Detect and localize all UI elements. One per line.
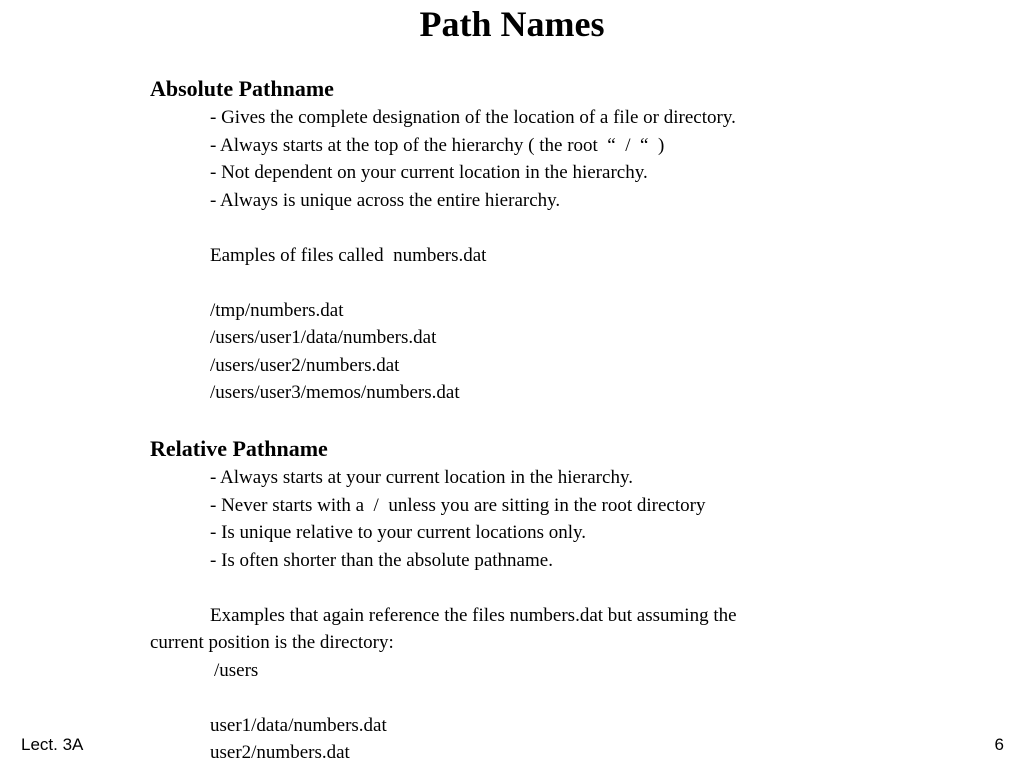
relative-point: - Never starts with a / unless you are sitting in the root directory <box>210 494 706 516</box>
relative-examples-intro: Examples that again reference the files numbers.dat but assuming the <box>210 604 737 626</box>
absolute-point: - Not dependent on your current location in the hierarchy. <box>210 162 648 183</box>
relative-example-path: user2/numbers.dat <box>210 742 350 763</box>
absolute-point: - Gives the complete designation of the location of a file or directory. <box>210 107 736 128</box>
spacer <box>150 269 1010 297</box>
absolute-example-path: /users/user3/memos/numbers.dat <box>210 382 460 403</box>
spacer <box>150 684 1010 712</box>
relative-point: - Is unique relative to your current locations only. <box>210 522 587 543</box>
slide-body <box>150 74 1010 767</box>
absolute-point: - Always starts at the top of the hierarchy ( the root “ / “ ) <box>210 134 665 156</box>
absolute-example-path: /users/user2/numbers.dat <box>210 354 400 376</box>
spacer <box>150 574 1010 602</box>
absolute-example-path: /tmp/numbers.dat <box>210 299 344 321</box>
spacer <box>150 214 1010 242</box>
page-title: Path Names <box>419 4 605 44</box>
relative-examples-intro-continued: current position is the directory: <box>150 632 394 653</box>
relative-pathname-heading: Relative Pathname <box>150 436 328 461</box>
relative-point: - Is often shorter than the absolute pathname. <box>210 549 553 571</box>
relative-point: - Always starts at your current location in the hierarchy. <box>210 467 633 488</box>
absolute-examples-intro: Eamples of files called numbers.dat <box>210 244 487 266</box>
page-number: 6 <box>994 735 1004 754</box>
absolute-point: - Always is unique across the entire hierarchy. <box>210 189 561 211</box>
absolute-example-path: /users/user1/data/numbers.dat <box>210 327 437 348</box>
spacer <box>150 407 1010 435</box>
current-directory: /users <box>214 659 259 681</box>
relative-example-path: user1/data/numbers.dat <box>210 714 387 736</box>
lecture-label: Lect. 3A <box>21 735 84 754</box>
absolute-pathname-heading: Absolute Pathname <box>150 76 334 101</box>
